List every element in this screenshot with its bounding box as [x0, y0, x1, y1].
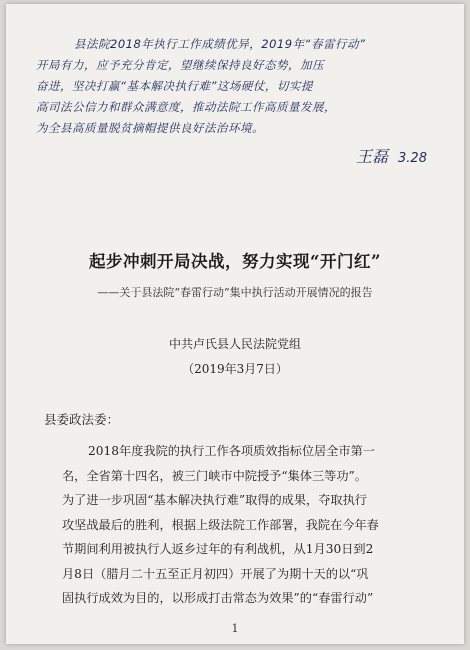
handwritten-line: 县法院2018年执行工作成绩优异，2019年“春雷行动”: [74, 37, 366, 51]
document-subtitle: ——关于县法院“春雷行动”集中执行活动开展情况的报告: [97, 286, 373, 299]
body-line: 2018年度我院的执行工作各项质效指标位居全市第一: [88, 444, 375, 458]
handwritten-line: 高司法公信力和群众满意度，推动法院工作高质量发展，: [36, 100, 336, 114]
body-line: 为了进一步巩固“基本解决执行难”取得的成果，夺取执行: [62, 493, 367, 507]
body-line: 固执行成效为目的，以形成打击常态为效果”的“春雷行动”: [62, 591, 374, 605]
body-line: 节期间利用被执行人返乡过年的有利战机，从1月30日到2: [62, 542, 374, 556]
page-number: 1: [231, 622, 239, 635]
document-date: （2019年3月7日）: [182, 362, 288, 376]
handwritten-note: [36, 34, 446, 139]
handwritten-line: 奋进，坚决打赢“基本解决执行难”这场硬仗，切实提: [36, 79, 313, 93]
signature-name: 王磊: [356, 147, 389, 166]
salutation: 县委政法委：: [44, 412, 120, 427]
body-text: [62, 439, 432, 611]
signature: [356, 144, 427, 167]
body-line: 名，全省第十四名，被三门峡市中院授予“集体三等功”。: [62, 468, 367, 483]
handwritten-line: 开局有力，应予充分肯定，望继续保持良好态势，加压: [36, 58, 324, 72]
handwritten-line: 为全县高质量脱贫摘帽提供良好法治环境。: [36, 121, 264, 135]
body-line: 月8日（腊月二十五至正月初四）开展了为期十天的以“巩: [62, 566, 369, 581]
signature-date: 3.28: [398, 151, 427, 166]
document-page: [6, 4, 464, 644]
document-title: 起步冲刺开局决战，努力实现“开门红”: [89, 252, 381, 271]
body-line: 攻坚战最后的胜利，根据上级法院工作部署，我院在今年春: [62, 517, 379, 532]
issuing-organization: 中共卢氏县人民法院党组: [168, 337, 301, 351]
